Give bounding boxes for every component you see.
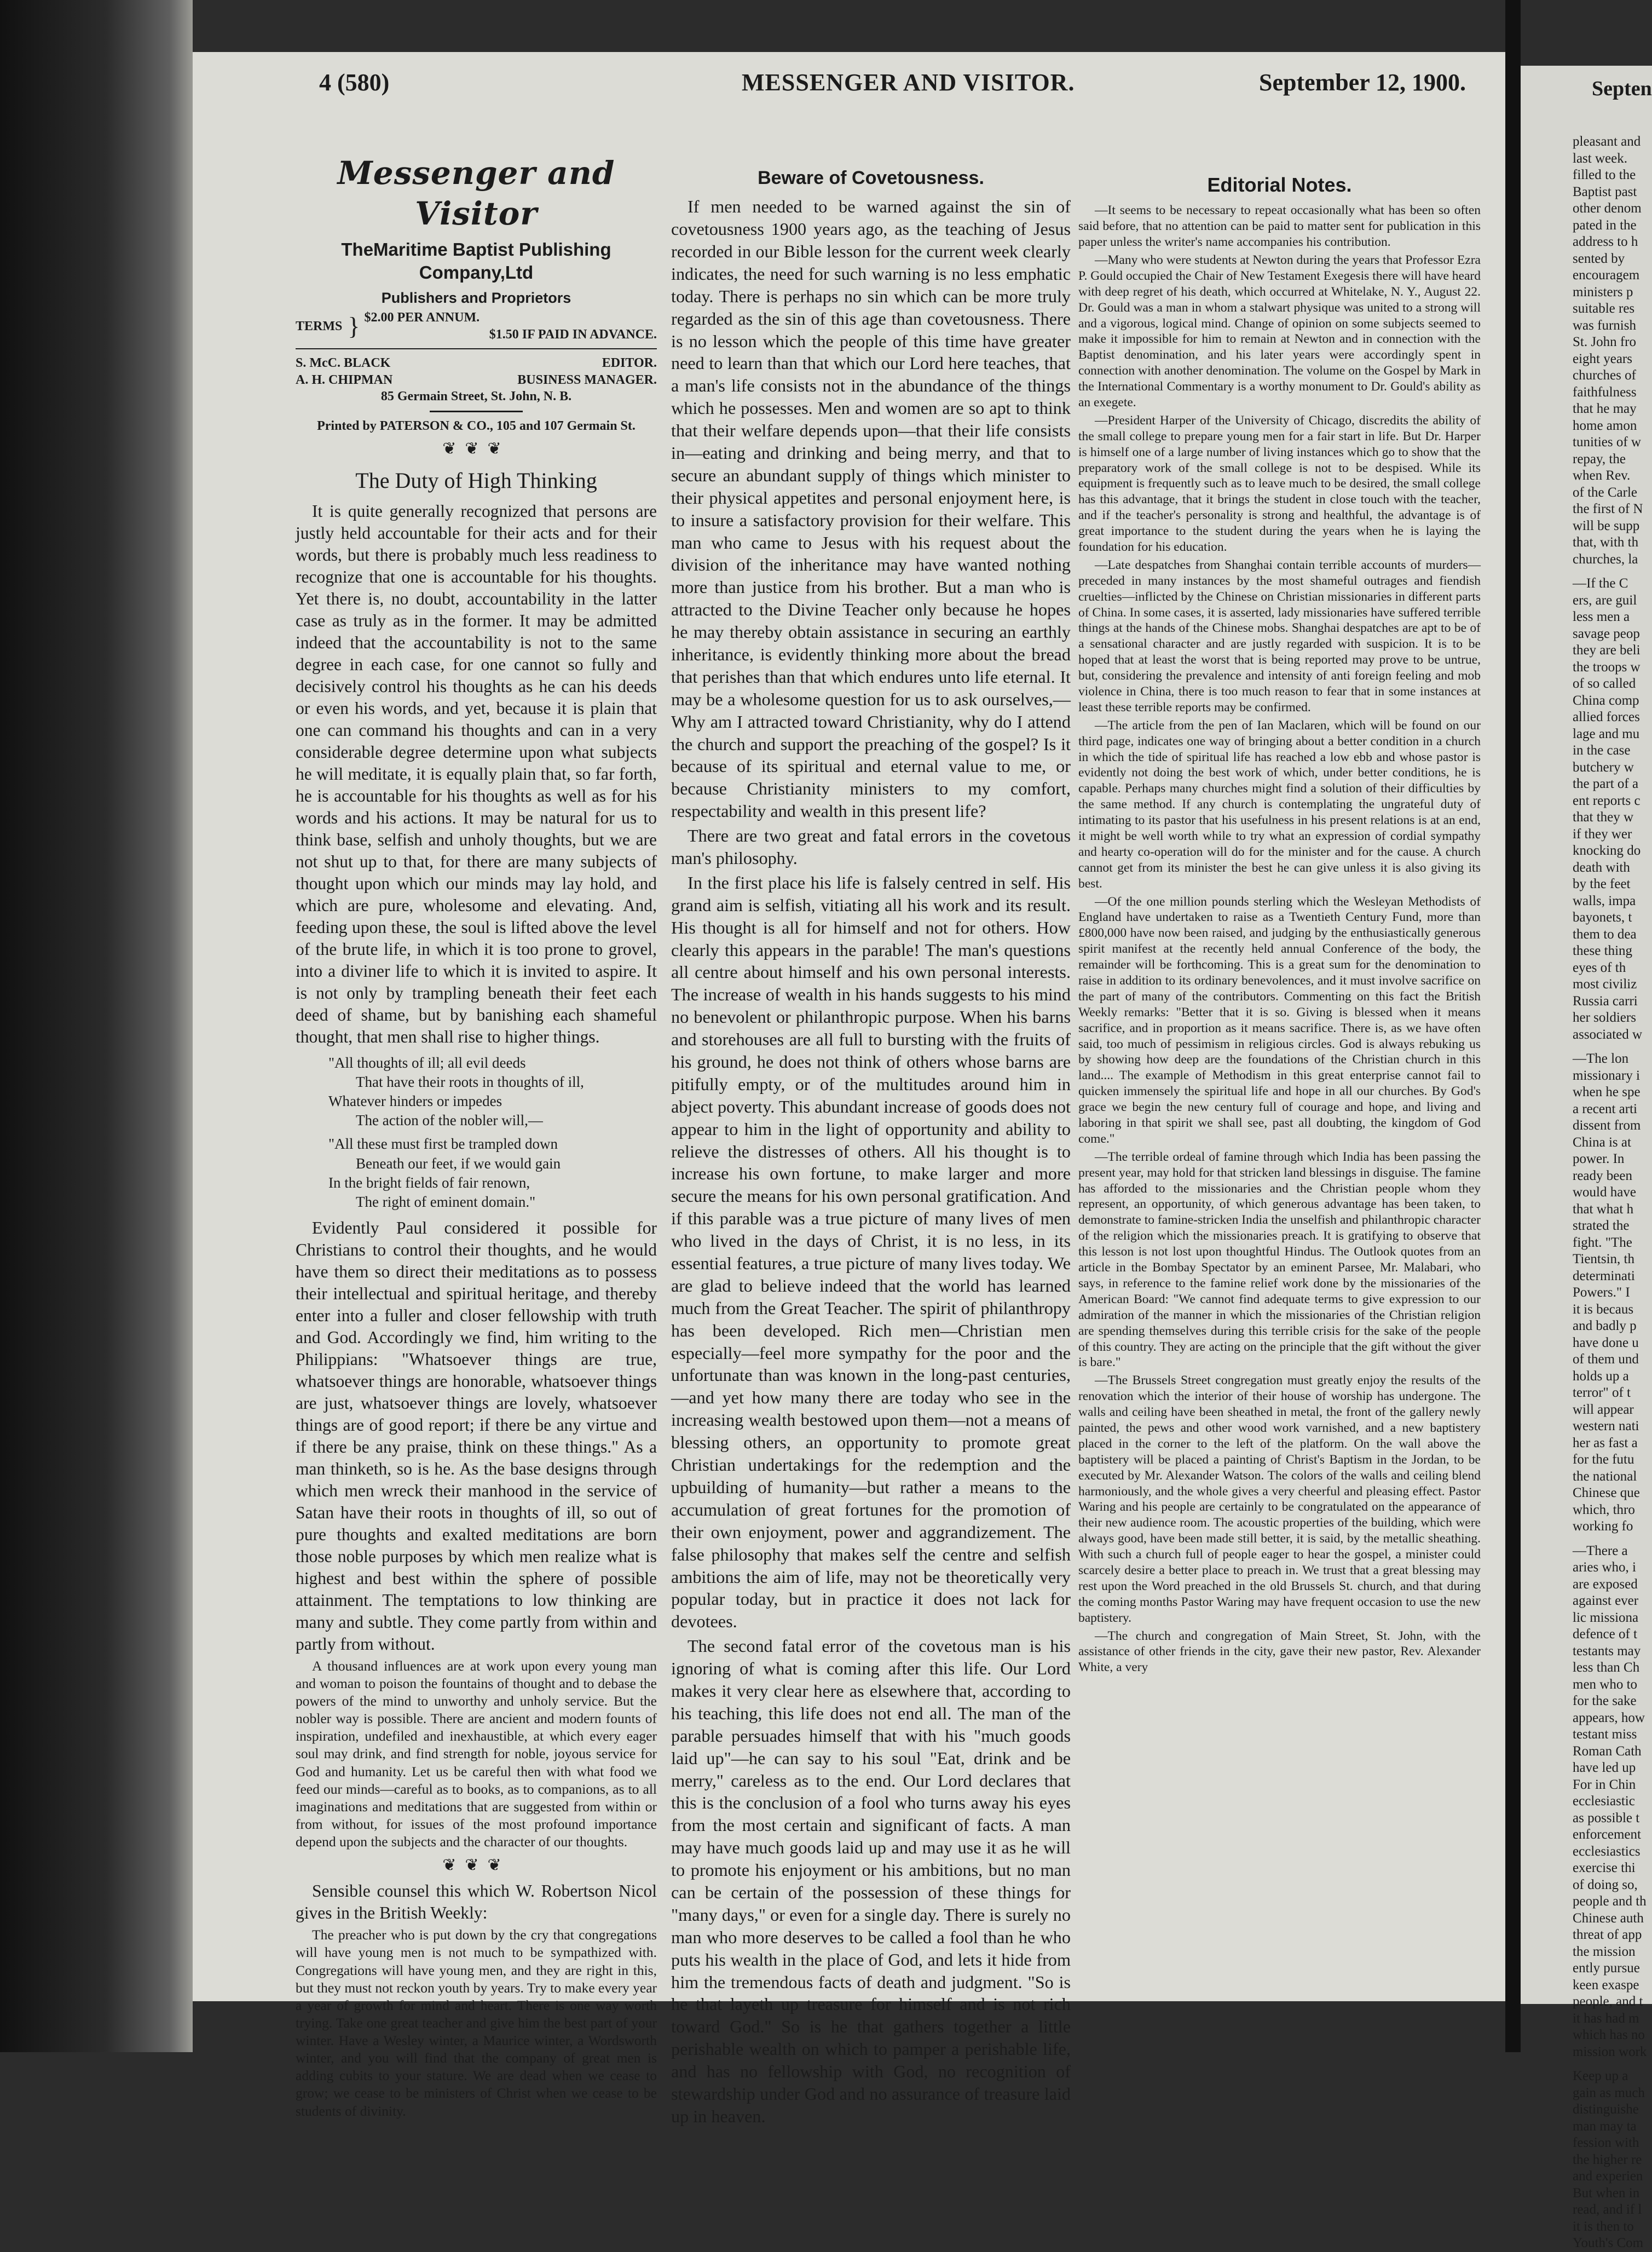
terms-brace: } [348, 312, 360, 340]
adjacent-page-line: the troops w [1573, 659, 1641, 675]
terms-rate-annum: $2.00 PER ANNUM. [364, 310, 480, 325]
adjacent-page-line: them to dea [1573, 926, 1637, 942]
adjacent-page-line: associated w [1573, 1027, 1643, 1042]
page-gutter [1505, 0, 1521, 2052]
adjacent-page-line: ecclesiastic [1573, 1794, 1635, 1808]
adjacent-page-line: mission work [1573, 2044, 1647, 2059]
article-paragraph: A thousand influences are at work upon every young man and woman to poison the fountains of thought and to debase the powers of the mind to unworthy and unholy service. But the nobler way is possible. There are ancient and modern founts of inspiration, undefiled and inexhaustible, at which every eager soul may drink, and find strength for noble, joyous service for God and humanity. Let us be careful then with what food we feed our minds—careful as to books, as to companions, as to all imaginations and meditations that are suggested from within or from without, for issues of the most profound importance depend upon the subjects and the character of our thoughts. [296, 1657, 657, 1850]
adjacent-page-line: have done u [1573, 1335, 1639, 1350]
adjacent-page-line [1573, 1535, 1652, 1543]
adjacent-page-line: are exposed [1573, 1576, 1638, 1592]
adjacent-page-line: But when in [1573, 2185, 1640, 2201]
adjacent-page-line: China comp [1573, 693, 1639, 708]
adjacent-page-line: fession with [1573, 2135, 1639, 2150]
adjacent-page-line: other denom [1573, 201, 1642, 216]
adjacent-page-line: was furnish [1573, 318, 1636, 333]
adjacent-page-header: Septen [1592, 77, 1652, 100]
adjacent-page-line: ently pursue [1573, 1961, 1640, 1975]
adjacent-page-line: lic missiona [1573, 1610, 1639, 1625]
adjacent-page-line: dissent from [1573, 1118, 1641, 1133]
adjacent-page-fragment [1521, 66, 1652, 2250]
editorial-note: —It seems to be necessary to repeat occasionally what has been so often said before, that no attention can be paid to matter sent for publication in this paper unless the writer's name accompanies his contribution. [1078, 203, 1481, 250]
adjacent-page-line: pated in the [1573, 217, 1637, 233]
adjacent-page-line: last week. [1573, 151, 1627, 166]
adjacent-page-line: appears, how [1573, 1710, 1645, 1725]
adjacent-page-line: strated the [1573, 1218, 1630, 1233]
adjacent-page-line: when Rev. [1573, 468, 1631, 483]
article-heading: The Duty of High Thinking [355, 468, 597, 493]
article-paragraph: If men needed to be warned against the sin of covetousness 1900 years ago, as the teaching of Jesus recorded in our Bible lesson for the current week clearly indicates, the need for such warning is no less emphatic today. There is perhaps no sin which can be more truly regarded as the sin of this age than covetousness. There is no lesson which the people of this time have greater need to learn than that which our Lord here teaches, that a man's life consists not in the abundance of the things which he possesses. Men and women are so apt to think that their welfare depends upon—that their life consists in—eating and drinking and being merry, and that to secure an abundant supply of things which minister to their physical appetites and personal enjoyment here, is to insure a satisfactory provision for their welfare. This man who came to Jesus with his request about the division of the inheritance may have wanted nothing more than justice from his brother. But a man who is attracted to the Divine Teacher only because he hopes he may thereby obtain assistance in securing an earthly inheritance, is evidently thinking more about the bread that perishes than that which endures unto life eternal. It may be a wholesome question for us to ask ourselves,—Why am I attracted toward Christianity, why do I attend the church and support the preaching of the gospel? Is it because of its spiritual and eternal value to me, or because Christianity ministers to my comfort, respectability and wealth in this present life? [671, 197, 1071, 821]
adjacent-page-line: will be supp [1573, 518, 1640, 533]
article-paragraph: There are two great and fatal errors in the covetous man's philosophy. [671, 826, 1071, 868]
adjacent-page-line: —There a [1573, 1543, 1628, 1558]
adjacent-page-line: men who to [1573, 1677, 1638, 1692]
adjacent-page-line: distinguishe [1573, 2102, 1639, 2117]
adjacent-page-line: which has no [1573, 2028, 1645, 2042]
adjacent-page-line: —The lon [1573, 1051, 1629, 1066]
poem-line: That have their roots in thoughts of ill, [356, 1074, 584, 1091]
adjacent-page-line: Baptist past [1573, 184, 1637, 199]
issue-date: September 12, 1900. [1259, 69, 1466, 96]
adjacent-page-line: butchery w [1573, 759, 1634, 775]
adjacent-page-line: exercise thi [1573, 1861, 1636, 1875]
adjacent-page-text [1573, 134, 1652, 2252]
adjacent-page-line: eight years [1573, 351, 1632, 366]
adjacent-page-line: most civiliz [1573, 977, 1637, 992]
adjacent-page-line: Keep up a [1573, 2069, 1628, 2083]
divider-rule [296, 348, 657, 349]
adjacent-page-line: —If the C [1573, 576, 1628, 591]
adjacent-page-line: encouragem [1573, 268, 1640, 283]
adjacent-page-line: the first of N [1573, 502, 1643, 516]
adjacent-page-line: walls, impa [1573, 893, 1636, 908]
adjacent-page-line: missionary i [1573, 1068, 1640, 1083]
manager-role: BUSINESS MANAGER. [517, 372, 657, 387]
adjacent-page-line: of doing so, [1573, 1877, 1638, 1892]
quoted-poem [328, 1053, 657, 1212]
adjacent-page-line: that they w [1573, 810, 1634, 825]
adjacent-page-line: that he may [1573, 401, 1637, 416]
terms-label: TERMS [296, 319, 343, 333]
adjacent-page-line: savage peop [1573, 626, 1640, 641]
adjacent-page-line: Roman Cath [1573, 1743, 1642, 1759]
section-ornament: ❦❦❦ [442, 1856, 510, 1875]
adjacent-page-line: by the feet [1573, 877, 1631, 891]
adjacent-page-line: filled to the [1573, 168, 1636, 182]
adjacent-page-line: Russia carri [1573, 993, 1638, 1009]
adjacent-page-line: bayonets, t [1573, 910, 1632, 925]
adjacent-page-line: it is becaus [1573, 1301, 1634, 1317]
adjacent-page-line: ers, are guil [1573, 592, 1637, 608]
editorial-note: —President Harper of the University of Chicago, discredits the ability of the small college to prepare young men for a fair start in life. But Dr. Harper is himself one of a large number of living instances which go to show that the preparatory work of the small college is not to be despised. While its equipment is frequently such as to leave much to be desired, the small college has this advantage, that it brings the student in close touch with the teacher, and if the teacher's personality is strong and healthful, the advantage is of great importance to the student during the years when he is laying the foundation for his education. [1078, 413, 1481, 554]
adjacent-page-line: Youth's Com [1573, 2236, 1644, 2250]
adjacent-page-line: threat of app [1573, 1927, 1642, 1942]
adjacent-page-line: suitable res [1573, 301, 1635, 316]
adjacent-page-line: For in Chin [1573, 1777, 1636, 1792]
adjacent-page-line: China is at [1573, 1134, 1631, 1150]
adjacent-page-line: if they wer [1573, 826, 1632, 842]
editorial-note: —The terrible ordeal of famine through which India has been passing the present year, may hold for that stricken land blessings in disguise. The famine has afforded to the missionaries and the Christian people whom they represent, an opportunity, of which generous advantage has been taken, to demonstrate to famine-stricken India the unselfish and philanthropic character of the religion which the missionaries preach. It is gratifying to observe that this lesson is not lost upon thoughtful Hindus. The Outlook quotes from an article in the Bombay Spectator by an eminent Parsee, Mr. Malabari, who says, in reference to the famine relief work done by the missionaries of the American Board: "We cannot find adequate terms to give expression to our admiration of the manner in which the missionaries of the Christian religion are spending themselves during this terrible crisis for the sake of the people of this country. They are acting on the principle that the gift without the giver is bare." [1078, 1149, 1481, 1370]
adjacent-page-line: churches of [1573, 368, 1636, 383]
adjacent-page-line: her as fast a [1573, 1435, 1638, 1450]
book-binding [0, 0, 193, 2052]
adjacent-page-line: holds up a [1573, 1368, 1629, 1384]
editorial-note: —The Brussels Street congregation must greatly enjoy the results of the renovation which the interior of their house of worship has undergone. The walls and ceiling have been sheathed in metal, the front of the gallery newly painted, the pews and other wood work varnished, and a new baptistery placed in the corner to the left of the platform. On the wall above the baptistery will be placed a painting of Christ's Baptism in the Jordan, to be executed by Mr. Alexander Watson. The colors of the walls and ceiling blend harmoniously, and the whole gives a very cheerful and pleasing effect. Pastor Waring and his people are certainly to be congratulated on the appearance of their new audience room. The acoustic properties of the building, which were always good, have been made still better, it is said, by the metallic sheathing. With such a church full of people eager to hear the gospel, a minister could scarcely desire a better place to preach in. We trust that a great blessing may rest upon the Word preached in the old Brussels St. church, and that during the coming months Pastor Waring may have frequent occasion to use the new baptistery. [1078, 1373, 1481, 1625]
publisher-name: TheMaritime Baptist Publishing Company,Ltd [341, 239, 611, 283]
adjacent-page-line: ministers p [1573, 284, 1633, 300]
adjacent-page-line: the mission [1573, 1944, 1636, 1959]
adjacent-page-line: home amon [1573, 418, 1637, 433]
adjacent-page-line: her soldiers [1573, 1010, 1636, 1025]
section-heading: Editorial Notes. [1207, 174, 1352, 196]
adjacent-page-line: less men a [1573, 609, 1630, 624]
article-paragraph: In the first place his life is falsely centred in self. His grand aim is selfish, vitiating all his work and its result. His thought is all for himself and not for others. How clearly this appears in the parable! The man's questions all centre about himself and his own personal interests. The increase of wealth in his hands suggests to his mind no benevolent or philanthropic purpose. When his barns and storehouses are all full to bursting with the fruits of his ground, he does not think of others whose barns are pitifully empty, or of the multitudes around him in abject poverty. This abundant increase of goods does not appear to him in the light of opportunity and ability to relieve the distresses of others. All his thought is to increase his own fortune, to make larger and more secure the means for his own personal gratification. And if this parable was a true picture of many lives of men who lived in the days of Christ, it is no less, in its essential features, a true picture of many lives today. We are glad to believe indeed that the world has learned much from the Great Teacher. The spirit of philanthropy has been developed. Rich men—Christian men especially—feel more sympathy for the poor and the unfortunate than was known in the long-past centuries,—and yet how many there are today who see in the increasing wealth bestowed upon them—not a means of blessing others, an opportunity to promote great Christian undertakings for the redemption and the upbuilding of humanity—but rather a means to the accumulation of great fortunes for the promotion of their own enjoyment, power and aggrandizement. The false philosophy that makes self the centre and selfish ambitions the aim of life, may not be theoretically very popular today, but in practice it does not lack for devotees. [671, 872, 1071, 1632]
masthead-nameplate: Messenger and Visitor [337, 154, 615, 232]
adjacent-page-line: ready been [1573, 1168, 1632, 1183]
editorial-note: —Many who were students at Newton during the years that Professor Ezra P. Gould occupied the Chair of New Testament Exegesis there will have heard with deep regret of his death, which occurred at Whitelake, N. Y., August 22. Dr. Gould was a man in whom a stalwart physique was united to a strong will and a vigorous, logical mind. Change of opinion on some subjects seemed to make it impossible for him to remain at Newton and in connection with the Baptist denomination, and his later years were accordingly spent in connection with another denomination. The volume on the Gospel by Mark in the International Commentary is a worthy monument to Dr. Gould's ability as an exegete. [1078, 252, 1481, 410]
poem-line: Beneath our feet, if we would gain [356, 1155, 561, 1172]
adjacent-page-line: for the futu [1573, 1452, 1634, 1467]
adjacent-page-line: the national [1573, 1468, 1637, 1484]
divider-rule [430, 411, 523, 412]
adjacent-page-line: lage and mu [1573, 726, 1640, 741]
poem-line: In the bright fields of fair renown, [328, 1174, 530, 1191]
adjacent-page-line: aries who, i [1573, 1560, 1636, 1575]
adjacent-page-line: faithfulness [1573, 384, 1637, 400]
adjacent-page-line: testant miss [1573, 1727, 1637, 1742]
adjacent-page-line: address to h [1573, 234, 1638, 249]
adjacent-page-line: eyes of th [1573, 960, 1626, 975]
adjacent-page-line: that what h [1573, 1201, 1634, 1217]
adjacent-page-line: of them und [1573, 1352, 1639, 1367]
adjacent-page-line: have led up [1573, 1760, 1636, 1775]
adjacent-page-line: Chinese que [1573, 1485, 1640, 1500]
poem-line: Whatever hinders or impedes [328, 1093, 502, 1110]
editorial-note: —The article from the pen of Ian Maclaren, which will be found on our third page, indicates one way of bringing about a better condition in a church in which the tide of spiritual life has reached a low ebb and whose pastor is evidently not doing the best work of which, under better conditions, he is capable. Perhaps many churches might find a solution of their difficulties by the same method. If any church is contemplating the ungrateful duty of intimating to its pastor that his usefulness in his present relations is at an end, it might be well worth while to try what an expression of cordial sympathy and hearty co-operation will do for the minister and for the cause. A church cannot get from its minister the best he can give unless it is also giving its best. [1078, 718, 1481, 891]
newspaper-title: MESSENGER AND VISITOR. [742, 69, 1075, 96]
adjacent-page-line: tunities of w [1573, 435, 1641, 450]
adjacent-page-line: gain as much [1573, 2085, 1645, 2100]
adjacent-page-line: pleasant and [1573, 134, 1641, 149]
adjacent-page-line: defence of t [1573, 1627, 1637, 1642]
adjacent-page-line: churches, la [1573, 551, 1638, 567]
adjacent-page-line: death with [1573, 860, 1630, 875]
poem-line: "All these must first be trampled down [328, 1136, 558, 1153]
adjacent-page-line: people, and t [1573, 1994, 1643, 2009]
quoted-paragraph: The preacher who is put down by the cry that congregations will have young men is not much to be sympathized with. Congregations will have young men, and they are right in this, but they must not reckon youth by years. Try to make every year a year of growth for mind and heart. There is one way worth trying. Take one great teacher and give him the best part of your winter. Have a Wesley winter, a Maurice winter, a Wordsworth winter, and you will find that the company of great men is adding cubits to your stature. We are dead when we cease to grow; we cease to be ministers of Christ when we cease to be students of divinity. [296, 1927, 657, 2119]
adjacent-page-line: and badly p [1573, 1318, 1637, 1333]
adjacent-page-line: fight. "The [1573, 1235, 1632, 1250]
manager-name: A. H. CHIPMAN [296, 372, 393, 387]
adjacent-page-line: working fo [1573, 1519, 1633, 1534]
article-paragraph: The second fatal error of the covetous man is his ignoring of what is coming after this life. Our Lord makes it very clear here as elsewhere that, according to his teaching, this life does not end all. The man of the parable persuades himself that with his "much goods laid up"—he can say to his soul "Eat, drink and be merry," careless as to the end. Our Lord declares that this is the conclusion of a fool who turns away his eyes from the most certain and significant of facts. A man may have much goods laid up and may use it as he will to promote his enjoyment or his ambitions, but no man can be certain of the possession of these things for "many days," or even for a single day. There is surely no man who more deserves to be called a fool than he who puts his wealth in the place of God, and lets it hide from him the tremendous facts of death and judgment. "So is he that layeth up treasure for himself and is not rich toward God." So is he that gathers together a little perishable wealth on which to pamper a perishable life, and has no fellowship with God, no recognition of stewardship under God and no assurance of treasure laid up in heaven. [671, 1636, 1071, 2126]
poem-line: The action of the nobler will,— [356, 1112, 543, 1129]
adjacent-page-line [1573, 568, 1652, 575]
editor-name: S. McC. BLACK [296, 356, 391, 371]
adjacent-page-line: sented by [1573, 251, 1625, 266]
subscription-terms [296, 309, 657, 343]
adjacent-page-line: knocking do [1573, 843, 1641, 858]
adjacent-page-line: ecclesiastics [1573, 1844, 1641, 1859]
adjacent-page-line: in the case [1573, 743, 1631, 758]
publishers-subtitle: Publishers and Proprietors [381, 290, 571, 307]
adjacent-page-line: that, with th [1573, 535, 1639, 550]
adjacent-page-line: against ever [1573, 1593, 1639, 1608]
adjacent-page-line: enforcement [1573, 1827, 1641, 1842]
adjacent-page-line: of the Carle [1573, 485, 1638, 500]
adjacent-page-line: these thing [1573, 943, 1633, 958]
adjacent-page-line: western nati [1573, 1419, 1639, 1433]
adjacent-page-line: as possible t [1573, 1810, 1640, 1825]
adjacent-page-line: will appear [1573, 1402, 1634, 1417]
adjacent-page-line: and experien [1573, 2169, 1643, 2184]
adjacent-page-line: of so called [1573, 676, 1636, 691]
adjacent-page-line: less than Ch [1573, 1660, 1640, 1675]
adjacent-page-line: for the sake [1573, 1694, 1637, 1708]
adjacent-page-line: repay, the [1573, 451, 1626, 466]
poem-line: The right of eminent domain." [356, 1193, 536, 1210]
adjacent-page-line [1573, 1043, 1652, 1051]
adjacent-page-line: they are beli [1573, 643, 1641, 658]
adjacent-page-line: would have [1573, 1185, 1636, 1200]
manager-line [296, 372, 657, 388]
editorial-note: —Late despatches from Shanghai contain terrible accounts of murders—preceded in many instances by the most shameful outrages and fiendish cruelties—inflicted by the Chinese on Christian missionaries in different parts of China. In some cases, it is asserted, lady missionaries have suffered terrible things at the hands of the Chinese mobs. Shanghai despatches are apt to be of a sensational character and are justly regarded with suspicion. It is to be hoped that at least the worst that is being reported may prove to be untrue, but, considering the prevalence and intensity of anti foreign feeling and mob violence in China, there is too much reason to fear that in some instances at least these terrible reports may be confirmed. [1078, 557, 1481, 715]
adjacent-page-line: it is then to [1573, 2219, 1634, 2234]
adjacent-page-line: the higher re [1573, 2152, 1642, 2167]
editor-role: EDITOR. [602, 356, 657, 371]
adjacent-page-line: determinati [1573, 1268, 1635, 1283]
terms-rate-advance: $1.50 IF PAID IN ADVANCE. [489, 327, 657, 342]
adjacent-page-line: a recent arti [1573, 1101, 1637, 1116]
adjacent-page-line: St. John fro [1573, 335, 1636, 349]
adjacent-page-line: people and th [1573, 1894, 1647, 1909]
adjacent-page-line: power. In [1573, 1151, 1625, 1166]
page-number: 4 (580) [319, 69, 390, 96]
column-3 [1078, 159, 1481, 1678]
adjacent-page-line: when he spe [1573, 1085, 1641, 1099]
adjacent-page-line: which, thro [1573, 1502, 1635, 1517]
adjacent-page-line: Chinese auth [1573, 1910, 1644, 1926]
adjacent-page-line: Tientsin, th [1573, 1252, 1635, 1266]
article-paragraph: Sensible counsel this which W. Robertson Nicol gives in the British Weekly: [296, 1881, 657, 1923]
poem-line: "All thoughts of ill; all evil deeds [328, 1055, 526, 1072]
adjacent-page-line: read, and if l [1573, 2202, 1642, 2217]
column-1 [296, 154, 657, 2122]
printer-line: Printed by PATERSON & CO., 105 and 107 Germain St. [317, 418, 636, 433]
adjacent-page-line: the part of a [1573, 776, 1639, 791]
adjacent-page-line: Powers." I [1573, 1285, 1630, 1300]
editor-line [296, 355, 657, 371]
adjacent-page-line: it has had m [1573, 2011, 1639, 2026]
editorial-note: —Of the one million pounds sterling which the Wesleyan Methodists of England have undertaken to raise as a Twentieth Century Fund, more than £800,000 have now been raised, and judging by the enthusiastically generous spirit manifest at the recently held annual Conference of the body, the remainder will be forthcoming. This is a great sum for the denomination to raise in addition to its ordinary benevolences, and it must involve sacrifice on the part of many of the contributors. Commenting on this fact the British Weekly remarks: "Better that it is so. Giving is blessed when it means sacrifice, and in proportion as it means sacrifice. There is, as we have often said, too much of pessimism in religious circles. God is always rebuking us by showing how deep are the foundations of the Christian church in this land.... The example of Methodism in this great enterprise cannot fail to quicken immensely the spiritual life and hope in all our churches. By God's grace we begin the new century full of courage and hope, and living and laboring in that spirit we shall see, past all doubting, the kingdom of God come." [1078, 894, 1481, 1146]
editorial-note: —The church and congregation of Main Street, St. John, with the assistance of other friends in the city, gave their new pastor, Rev. Alexander White, a very [1078, 1628, 1481, 1675]
adjacent-page-line: man may ta [1573, 2118, 1637, 2134]
adjacent-page-line: ent reports c [1573, 793, 1641, 808]
adjacent-page-line: allied forces [1573, 710, 1640, 724]
adjacent-page-line: keen exaspe [1573, 1977, 1639, 1992]
adjacent-page-line [1573, 2060, 1652, 2068]
article-paragraph: It is quite generally recognized that persons are justly held accountable for their acts and for their words, but there is probably much less readiness to recognize that one is accountable for his thoughts. Yet there is, no doubt, accountability in the latter case as truly as in the former. It may be admitted indeed that the accountability is not to the same degree in each case, for one cannot so fully and decisively control his thoughts as he can his deeds or even his words, and yet, because it is plain that one can command his thoughts and can in a very considerable degree determine upon what subjects he will meditate, it is equally plain that, so far forth, he is accountable for his thoughts as well as for his words and his actions. It may be natural for us to think base, selfish and unholy thoughts, but we are not shut up to that, for there are many subjects of thought upon which our minds may lay hold, and which are pure, wholesome and elevating. And, feeding upon these, the soul is lifted above the level of the brute life, in which it is too prone to grovel, into a diviner life to which it is invited to aspire. It is not only by trampling beneath their feet each deed of shame, but by banishing each shameful thought, that men shall rise to higher things. [296, 502, 657, 1047]
section-ornament: ❦❦❦ [442, 440, 510, 458]
article-paragraph: Evidently Paul considered it possible for Christians to control their thoughts, and he would have them so direct their meditations as to possess their intellectual and spiritual heritage, and thereby enter into a fuller and closer fellowship with truth and God. Accordingly we find, him writing to the Philippians: "Whatsoever things are true, whatsoever things are honorable, whatsoever things are just, whatsoever things are lovely, whatsoever things are of good report; if there be any virtue and if there be any praise, think on these things." As a man thinketh, so is he. As the base designs through which men wreck their manhood in the service of Satan have their roots in thoughts of ill, so out of pure thoughts and exalted meditations are born those noble purposes by which men realize what is highest and best within the sphere of possible attainment. The temptations to low thinking are many and subtle. They come partly from within and partly from without. [296, 1218, 657, 1654]
adjacent-page-line: testants may [1573, 1643, 1641, 1658]
office-address: 85 Germain Street, St. John, N. B. [380, 389, 572, 404]
column-2 [671, 159, 1071, 2130]
adjacent-page-line: terror" of t [1573, 1385, 1631, 1400]
article-heading: Beware of Covetousness. [758, 168, 984, 188]
